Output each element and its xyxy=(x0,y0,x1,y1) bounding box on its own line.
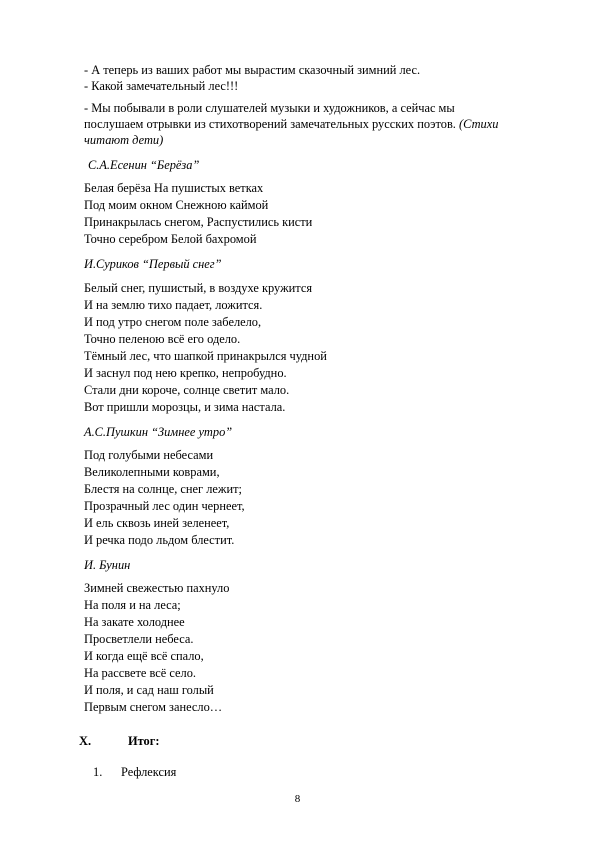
intro-line-1: - А теперь из ваших работ мы вырастим сказочный зимний лес. xyxy=(84,63,421,77)
poem-author: И. Бунин xyxy=(84,558,131,572)
poem-line: Блестя на солнце, снег лежит; xyxy=(84,482,242,496)
section-number: X. xyxy=(79,734,92,748)
intro-line-3: - Мы побывали в роли слушателей музыки и художников, а сейчас мы xyxy=(84,101,455,115)
poem-line: И под утро снегом поле забелело, xyxy=(84,315,262,329)
poem-line: На рассвете всё село. xyxy=(84,666,197,680)
list-item-number: 1. xyxy=(93,765,103,779)
poem-line: Белая берёза На пушистых ветках xyxy=(84,181,264,195)
poem-author: С.А.Есенин “Берёза” xyxy=(88,158,200,172)
poem-line: Первым снегом занесло… xyxy=(84,700,223,714)
poem-line: Просветлели небеса. xyxy=(84,632,194,646)
poem-line: Великолепными коврами, xyxy=(84,465,220,479)
poem-line: Стали дни короче, солнце светит мало. xyxy=(84,383,290,397)
poem-line: Под моим окном Снежною каймой xyxy=(84,198,269,212)
poem-author: И.Суриков “Первый снег” xyxy=(84,257,222,271)
intro-line-4-text: послушаем отрывки из стихотворений замечательных русских поэтов. xyxy=(84,117,459,131)
poem-line: Точно пеленою всё его одело. xyxy=(84,332,241,346)
intro-line-4-italic: (Стихи xyxy=(459,117,499,131)
intro-line-4 xyxy=(84,116,498,132)
poem-line: И ель сквозь иней зеленеет, xyxy=(84,516,230,530)
poem-line: И поля, и сад наш голый xyxy=(84,683,214,697)
list-item-text: Рефлексия xyxy=(121,765,177,779)
poem-line: Белый снег, пушистый, в воздухе кружится xyxy=(84,281,313,295)
poem-line: И заснул под нею крепко, непробудно. xyxy=(84,366,287,380)
poem-line: И речка подо льдом блестит. xyxy=(84,533,235,547)
intro-line-5: читают дети) xyxy=(84,133,164,147)
poem-line: Вот пришли морозцы, и зима настала. xyxy=(84,400,286,414)
poem-line: Тёмный лес, что шапкой принакрылся чудной xyxy=(84,349,327,363)
poem-line: На поля и на леса; xyxy=(84,598,181,612)
poem-line: Принакрылась снегом, Распустились кисти xyxy=(84,215,313,229)
poem-line: Под голубыми небесами xyxy=(84,448,214,462)
poem-line: Прозрачный лес один чернеет, xyxy=(84,499,245,513)
poem-line: Точно серебром Белой бахромой xyxy=(84,232,257,246)
section-title: Итог: xyxy=(128,734,160,748)
poem-line: Зимней свежестью пахнуло xyxy=(84,581,230,595)
poem-line: И на землю тихо падает, ложится. xyxy=(84,298,263,312)
poem-line: На закате холоднее xyxy=(84,615,185,629)
poem-line: И когда ещё всё спало, xyxy=(84,649,204,663)
poem-author: А.С.Пушкин “Зимнее утро” xyxy=(84,425,233,439)
page-number: 8 xyxy=(294,793,301,805)
intro-line-2: - Какой замечательный лес!!! xyxy=(84,79,239,93)
